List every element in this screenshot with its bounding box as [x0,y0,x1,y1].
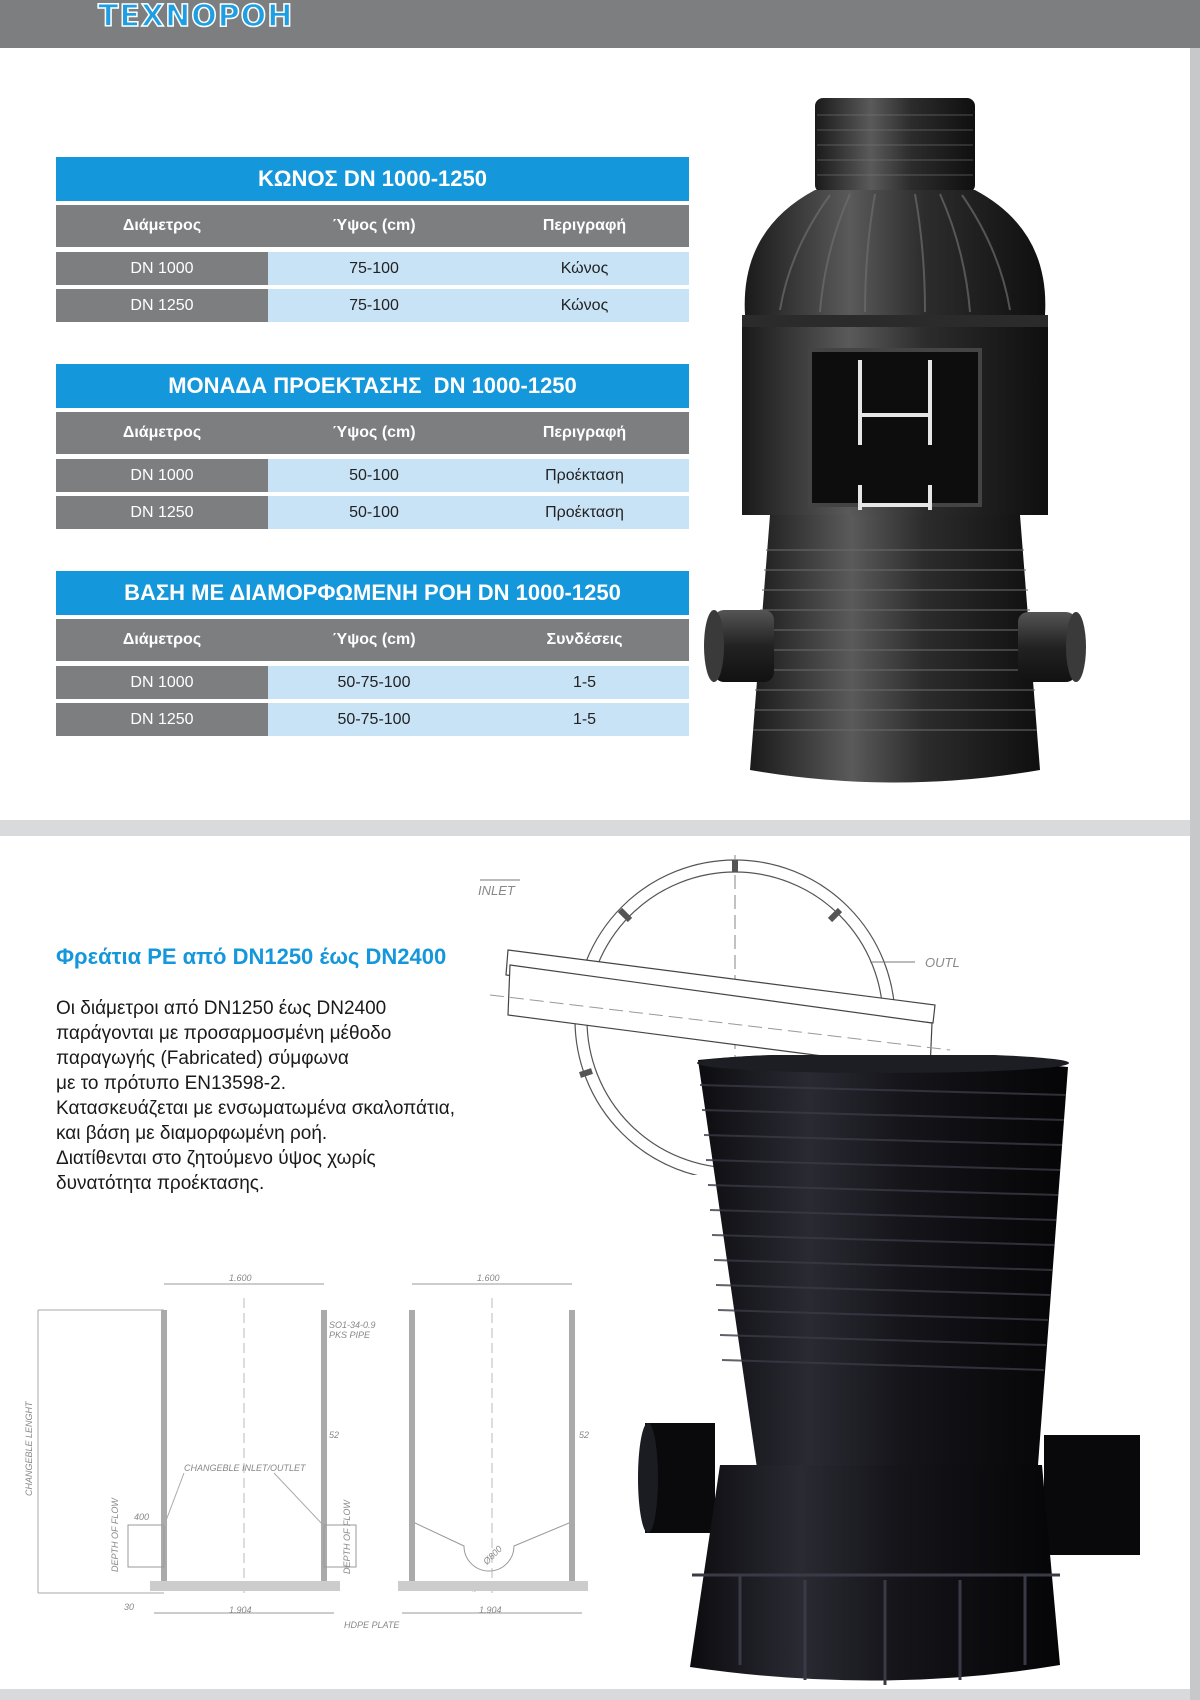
column-header: Ύψος (cm) [268,412,480,454]
dim-label: 400 [134,1512,150,1522]
dim-label: Ø800 [481,1543,504,1567]
paragraph-line: και βάση με διαμορφωμένη ροή. [56,1123,328,1144]
table-cell: DN 1000 [56,666,268,699]
table-cell: DN 1000 [56,459,268,492]
column-header: Διάμετρος [56,412,268,454]
base-spec-table [56,571,689,736]
inlet-label: INLET [478,883,515,898]
column-header: Ύψος (cm) [268,619,480,661]
dim-label: PKS PIPE [329,1330,371,1340]
page-edge [1190,48,1200,1700]
dim-label: 1.600 [477,1273,500,1283]
dim-label: DEPTH OF FLOW [342,1500,352,1574]
dim-label: DEPTH OF FLOW [110,1498,120,1572]
table-cell: Κώνος [480,252,689,285]
paragraph-line: Διατίθενται στο ζητούμενο ύψος χωρίς [56,1148,376,1169]
table-cell: DN 1250 [56,496,268,529]
top-bar [0,0,1200,48]
dim-label: 1.904 [229,1605,252,1615]
table-title: ΜΟΝΑΔΑ ΠΡΟΕΚΤΑΣΗΣ DN 1000-1250 [168,373,577,398]
section-drawings [24,1268,604,1638]
table-cell: DN 1000 [56,252,268,285]
paragraph-line: Κατασκευάζεται με ενσωματωμένα σκαλοπάτια, [56,1098,455,1119]
section-paragraph [56,996,516,1196]
table-row [56,496,689,529]
table-cell: Προέκταση [480,459,689,492]
column-header: Περιγραφή [480,412,689,454]
table-cell: Κώνος [480,289,689,322]
column-header: Διάμετρος [56,205,268,247]
table-cell: 75-100 [268,289,480,322]
dim-label: CHANGEBLE LENGHT [24,1401,34,1496]
table-row [56,289,689,322]
paragraph-line: παράγονται με προσαρμοσμένη μέθοδο [56,1023,392,1044]
dim-label: 1.904 [479,1605,502,1615]
paragraph-line: παραγωγής (Fabricated) σύμφωνα [56,1048,349,1069]
column-header: Ύψος (cm) [268,205,480,247]
section-heading: Φρεάτια PE από DN1250 έως DN2400 [56,944,447,969]
table-cell: 1-5 [480,666,689,699]
table-cell: 50-100 [268,459,480,492]
table-cell: Προέκταση [480,496,689,529]
table-cell: 50-75-100 [268,703,480,736]
table-row [56,252,689,285]
cone-spec-table [56,157,689,322]
brand-logo: ΤΕΧΝΟΡΟΗ [98,0,294,34]
table-row [56,666,689,699]
dim-label: 30 [124,1602,135,1612]
column-header: Διάμετρος [56,619,268,661]
table-cell: DN 1250 [56,703,268,736]
table-title: ΒΑΣΗ ΜΕ ΔΙΑΜΟΡΦΩΜΕΝΗ ΡΟΗ DN 1000-1250 [124,580,621,605]
manhole-product-image [700,90,1120,800]
dim-label: CHANGEBLE INLET/OUTLET [184,1463,306,1473]
table-cell: 75-100 [268,252,480,285]
extension-spec-table [56,364,689,529]
dim-label: 52 [579,1430,590,1440]
column-header: Περιγραφή [480,205,689,247]
table-row [56,703,689,736]
table-cell: DN 1250 [56,289,268,322]
table-cell: 1-5 [480,703,689,736]
outlet-label: OUTL [925,955,960,970]
paragraph-line: Οι διάμετροι από DN1250 έως DN2400 [56,998,387,1019]
dim-label: 52 [329,1430,340,1440]
dim-label: SO1-34-0.9 [329,1320,376,1330]
table-cell: 50-75-100 [268,666,480,699]
table-title: ΚΩΝΟΣ DN 1000-1250 [258,166,487,191]
dim-label: 1.600 [229,1273,252,1283]
paragraph-line: με το πρότυπο EN13598-2. [56,1073,286,1094]
column-header: Συνδέσεις [480,619,689,661]
table-row [56,459,689,492]
table-cell: 50-100 [268,496,480,529]
paragraph-line: δυνατότητα προέκτασης. [56,1173,265,1194]
dim-label: HDPE PLATE [344,1620,400,1630]
fabricated-manhole-image [630,1055,1140,1690]
